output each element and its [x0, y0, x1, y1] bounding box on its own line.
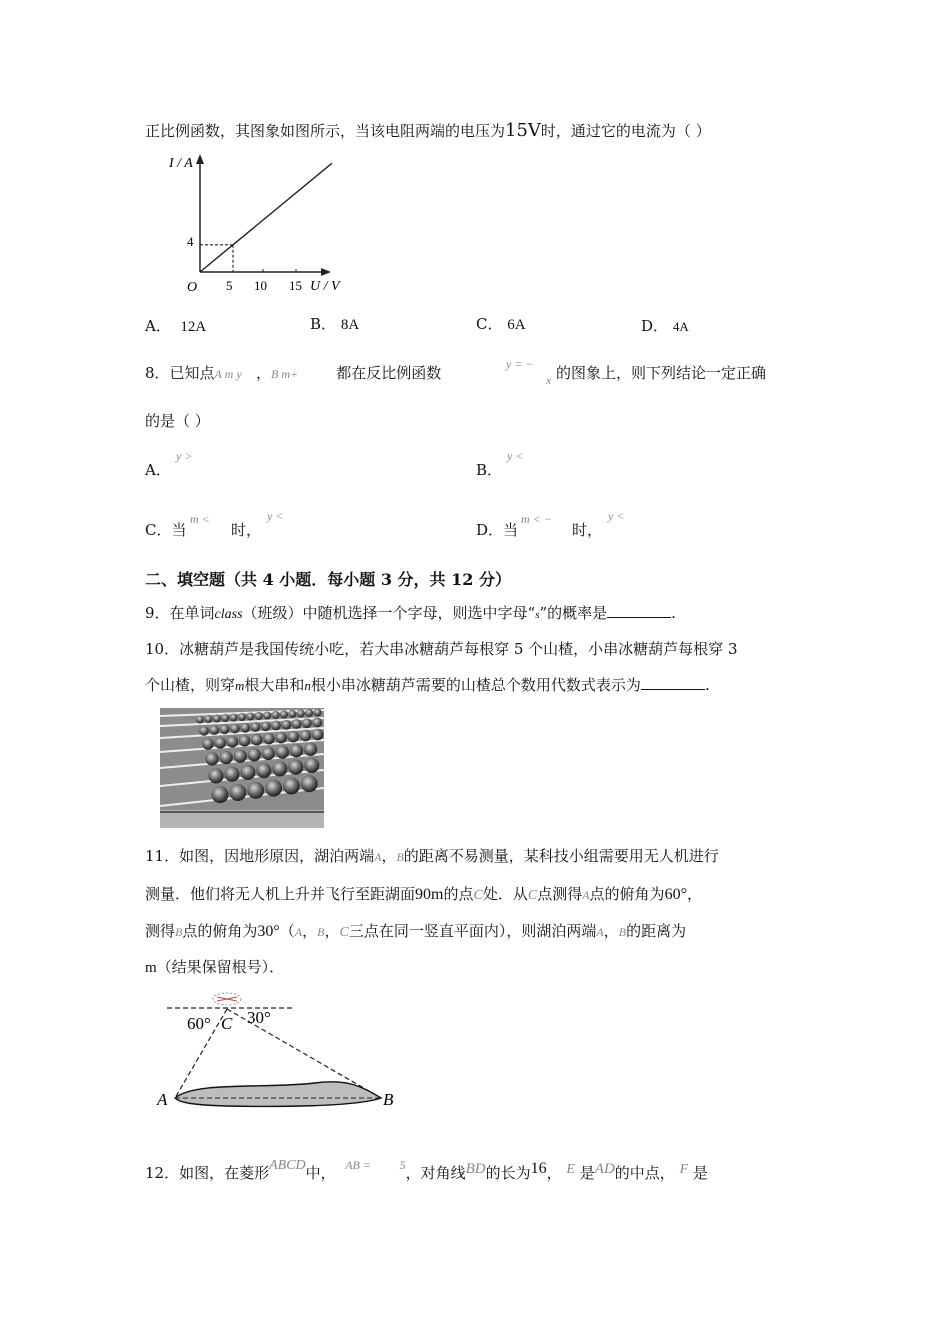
hawthorn-berry [287, 731, 299, 743]
q8-option-c-expr2: y < [267, 509, 284, 523]
x-label: U / V [310, 279, 340, 294]
hawthorn-berry [263, 733, 275, 745]
q8-func: y = − [506, 357, 534, 371]
xtick-15: 15 [289, 278, 302, 293]
q8-option-d-mid: 时， [572, 521, 603, 539]
hawthorn-berry [255, 712, 263, 720]
hawthorn-berry [281, 720, 291, 730]
hawthorn-berry [214, 737, 226, 749]
hawthorn-berry [213, 715, 221, 723]
hawthorn-berry [302, 718, 312, 728]
q9: 9．在单词class（班级）中随机选择一个字母，则选中字母“s”的概率是 . [145, 604, 676, 622]
hawthorn-berry [271, 721, 281, 731]
hawthorn-berry [256, 763, 271, 778]
q8-option-b-expr: y < [507, 449, 524, 463]
origin-label: O [187, 280, 198, 295]
q8-stem: 8．已知点A m y ，B m+ 都在反比例函数 [145, 364, 442, 382]
y-label: I / A [169, 156, 193, 171]
hawthorn-berry [251, 722, 261, 732]
q8-option-c-mid: 时， [231, 521, 262, 539]
tanghulu-photo [160, 708, 324, 828]
hawthorn-berry [314, 708, 322, 716]
hawthorn-berry [227, 736, 239, 748]
q7-option-a[interactable]: A． 12A [145, 317, 207, 335]
q12: 12．如图，在菱形ABCD中， $^{AB =}$ $^5$，对角线BD的长为16， E 是AD的中点， F 是 [145, 1158, 708, 1182]
hawthorn-berry [221, 714, 229, 722]
hawthorn-berry [220, 724, 230, 734]
point-b-label: B [383, 1090, 394, 1109]
hawthorn-berry [272, 761, 287, 776]
hawthorn-berry [238, 713, 246, 721]
hawthorn-berry [219, 751, 232, 764]
hawthorn-berry [230, 724, 240, 734]
q7-option-d[interactable]: D． 4A [641, 317, 689, 335]
q7-stem: 正比例函数，其图象如图所示，当该电阻两端的电压为15V时，通过它的电流为（ ） [145, 120, 711, 141]
q8-option-d[interactable]: D．当 [476, 521, 519, 539]
q8-option-d-expr2: y < [608, 509, 625, 523]
q10-line2: 个山楂，则穿m根大串和n根小串冰糖葫芦需要的山楂总个数用代数式表示为 . [145, 676, 710, 694]
q7-option-b[interactable]: B． 8A [310, 315, 360, 333]
xtick-10: 10 [254, 278, 267, 293]
y-axis-arrow [196, 154, 204, 164]
hawthorn-berry [196, 716, 204, 724]
hawthorn-berry [204, 715, 212, 723]
point-a-label: A [157, 1090, 168, 1109]
q8-option-d-expr: m < − [521, 512, 552, 526]
point-c-label: C [221, 1014, 233, 1033]
hawthorn-berry [304, 758, 319, 773]
hawthorn-berry [240, 723, 250, 733]
hawthorn-berry [301, 775, 318, 792]
q7-option-c[interactable]: C． 6A [476, 315, 526, 333]
hawthorn-berry [251, 734, 263, 746]
hawthorn-berry [312, 729, 324, 741]
hawthorn-berry [300, 730, 312, 742]
hawthorn-berry [224, 767, 239, 782]
angle-30-label: 30° [247, 1008, 271, 1027]
q8-option-b[interactable]: B． [476, 461, 503, 479]
hawthorn-berry [239, 735, 251, 747]
hawthorn-berry [202, 738, 214, 750]
hawthorn-berry [304, 743, 317, 756]
hawthorn-berry [305, 709, 313, 717]
hawthorn-berry [290, 744, 303, 757]
proportional-line [200, 163, 332, 272]
q8-option-a[interactable]: A． [145, 461, 171, 479]
hawthorn-berry [209, 725, 219, 735]
q10-answer-blank[interactable] [641, 675, 705, 690]
hawthorn-berry [288, 710, 296, 718]
hawthorn-berry [275, 732, 287, 744]
q8-func-den: x [546, 373, 552, 387]
hawthorn-berry [292, 719, 302, 729]
hawthorn-berry [312, 718, 322, 728]
hawthorn-berry [276, 745, 289, 758]
xtick-5: 5 [226, 278, 233, 293]
drone-rotor-icon [217, 997, 237, 1001]
q8-stem-end: 的图象上，则下列结论一定正确 [556, 364, 767, 382]
hawthorn-berry [272, 711, 280, 719]
hawthorn-berry [233, 749, 246, 762]
hawthorn-berry [205, 752, 218, 765]
hawthorn-berry [248, 748, 261, 761]
q8-option-c[interactable]: C．当 [145, 521, 187, 539]
hawthorn-berry [288, 759, 303, 774]
section-title: 二、填空题（共 4 小题．每小题 3 分，共 12 分） [145, 570, 511, 589]
q11-figure [155, 985, 405, 1115]
q11-line3: 测得B点的俯角为30°（A，B，C三点在同一竖直平面内），则湖泊两端A，B的距离为 [145, 922, 687, 940]
q11-line4: m（结果保留根号）． [145, 958, 285, 976]
hawthorn-berry [246, 712, 254, 720]
hawthorn-berry [199, 726, 209, 736]
hawthorn-berry [283, 777, 300, 794]
q10-line1: 10．冰糖葫芦是我国传统小吃，若大串冰糖葫芦每根穿 5 个山楂，小串冰糖葫芦每根穿 3 [145, 640, 738, 658]
q11-line2: 测量．他们将无人机上升并飞行至距湖面90m的点C处．从C点测得A点的俯角为60°， [145, 885, 702, 903]
angle-60-label: 60° [187, 1014, 211, 1033]
q8-option-a-expr: y > [176, 449, 193, 463]
q9-answer-blank[interactable] [607, 603, 671, 618]
q8-line2: 的是（ ） [145, 412, 210, 430]
lake-shape [175, 1082, 381, 1107]
q7-graph [155, 150, 355, 295]
hawthorn-berry [247, 782, 264, 799]
hawthorn-berry [229, 784, 246, 801]
hawthorn-berry [208, 768, 223, 783]
q11-line1: 11．如图，因地形原因，湖泊两端A，B的距离不易测量，某科技小组需要用无人机进行 [145, 847, 719, 865]
x-axis-arrow [321, 268, 331, 276]
q8-option-c-expr: m < [190, 512, 210, 526]
hawthorn-berry [262, 747, 275, 760]
hawthorn-berry [280, 710, 288, 718]
hawthorn-berry [230, 714, 238, 722]
hawthorn-berry [263, 711, 271, 719]
hawthorn-berry [261, 721, 271, 731]
ytick-4: 4 [187, 234, 194, 249]
tanghulu-image [160, 708, 324, 828]
hawthorn-berry [297, 709, 305, 717]
hawthorn-berry [212, 786, 229, 803]
hawthorn-berry [265, 780, 282, 797]
hawthorn-berry [240, 765, 255, 780]
